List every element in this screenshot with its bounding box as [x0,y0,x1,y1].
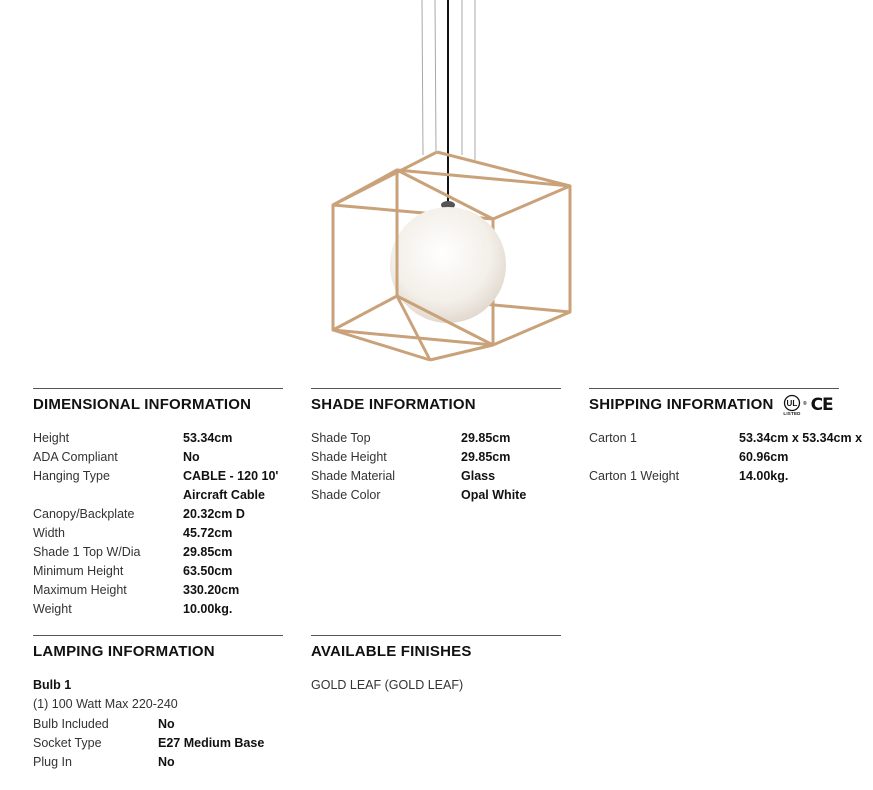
spec-label: Shade Height [311,450,387,464]
spec-label: Shade Color [311,488,381,502]
spec-row [311,467,571,486]
spec-label: Canopy/Backplate [33,507,135,521]
spec-label: Weight [33,602,72,616]
section-title-text: SHIPPING INFORMATION [589,396,774,413]
finish-item: GOLD LEAF (GOLD LEAF) [311,678,464,692]
spec-label: Width [33,526,65,540]
spec-label: Hanging Type [33,469,110,483]
spec-label: Shade Top [311,431,371,445]
spec-label: Bulb Included [33,717,109,731]
listed-mark-text: LISTED [782,411,801,416]
spec-value: 63.50cm [183,564,233,578]
spec-label: Plug In [33,755,72,769]
spec-value: 20.32cm D [183,507,245,521]
spec-value: E27 Medium Base [158,736,265,750]
spec-row [33,562,293,581]
spec-label: Height [33,431,70,445]
spec-value: No [158,717,175,731]
spec-value: 10.00kg. [183,602,233,616]
suspension-wire [435,0,436,152]
spec-row [33,543,293,562]
suspension-wire [422,0,423,155]
section-title: SHADE INFORMATION [311,396,476,413]
spec-label: Socket Type [33,736,102,750]
spec-label: Maximum Height [33,583,127,597]
spec-value: 53.34cm x 53.34cm x 60.96cm [739,431,863,464]
glass-globe [390,207,506,323]
spec-label: ADA Compliant [33,450,118,464]
ul-mark-text: UL [786,399,798,408]
spec-row [589,429,869,467]
section-divider [589,388,839,389]
spec-value: 14.00kg. [739,469,789,483]
spec-value: No [183,450,200,464]
spec-label: Shade 1 Top W/Dia [33,545,141,559]
finishes-section [311,635,571,695]
spec-value: CABLE - 120 10' Aircraft Cable [183,469,279,502]
spec-row [33,505,293,524]
ul-listed-icon [782,394,808,416]
spec-label: Carton 1 [589,431,637,445]
spec-row [589,467,869,486]
section-divider [311,635,561,636]
spec-row [311,486,571,505]
shade-section [311,388,571,505]
spec-value: Opal White [461,488,527,502]
lamping-section [33,635,293,772]
spec-value: 29.85cm [461,431,511,445]
section-divider [33,635,283,636]
spec-row [33,715,293,734]
certification-marks [782,394,833,416]
section-divider [33,388,283,389]
spec-row [33,429,293,448]
spec-label: Minimum Height [33,564,124,578]
spec-row [33,600,293,619]
spec-row [311,429,571,448]
spec-value: Glass [461,469,496,483]
shipping-section [589,388,869,486]
section-title: AVAILABLE FINISHES [311,643,472,660]
section-title: DIMENSIONAL INFORMATION [33,396,252,413]
ce-mark-icon: CE [810,395,833,415]
section-title: LAMPING INFORMATION [33,643,215,660]
spec-row [33,524,293,543]
dimensional-section [33,388,293,619]
bulb-description: (1) 100 Watt Max 220-240 [33,697,178,711]
spec-value: 53.34cm [183,431,233,445]
svg-text:®: ® [802,401,807,407]
spec-value: 29.85cm [183,545,233,559]
spec-label: Shade Material [311,469,396,483]
product-image [320,0,580,372]
spec-row [33,448,293,467]
spec-row [33,753,293,772]
spec-row [33,581,293,600]
spec-row [33,467,293,505]
spec-value: 29.85cm [461,450,511,464]
spec-value: 45.72cm [183,526,233,540]
spec-value: 330.20cm [183,583,240,597]
spec-label: Carton 1 Weight [589,469,680,483]
section-title [589,395,869,415]
spec-value: No [158,755,175,769]
bulb-title: Bulb 1 [33,678,72,692]
spec-row [311,448,571,467]
section-divider [311,388,561,389]
spec-row [33,734,293,753]
